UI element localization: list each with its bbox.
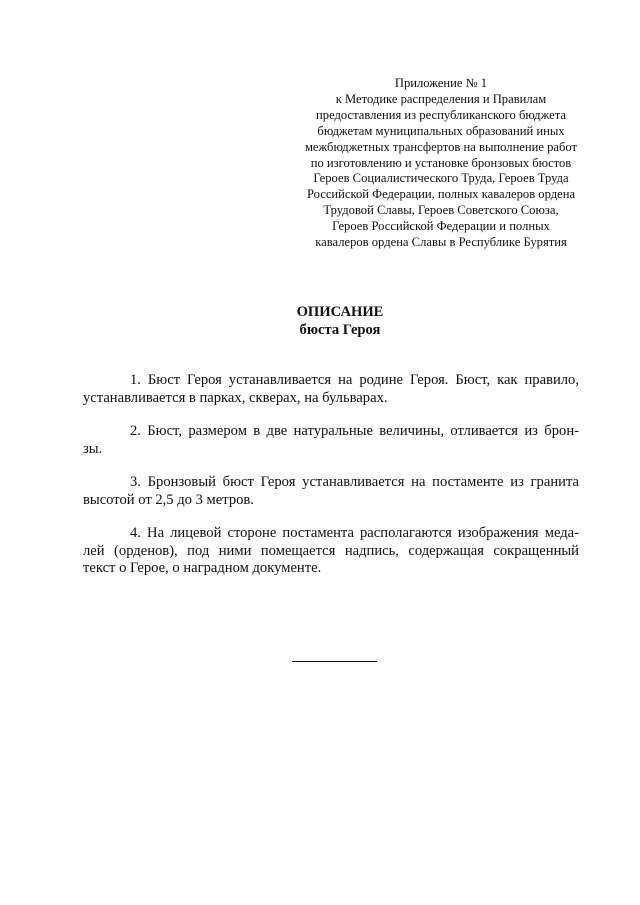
appendix-line: межбюджетных трансфертов на выполнение работ: [304, 139, 578, 154]
paragraph-3: [83, 474, 579, 509]
document-title: [0, 303, 640, 339]
paragraph-line: 4. На лицевой стороне постамента располагаются изображения меда-: [130, 525, 579, 541]
paragraph-line: 1. Бюст Героя устанавливается на родине Героя. Бюст, как правило,: [130, 372, 579, 388]
appendix-line: Героев Социалистического Труда, Героев Труда: [313, 171, 569, 186]
appendix-header: [288, 76, 594, 251]
paragraph-line: устанавливается в парках, скверах, на бульварах.: [83, 389, 388, 406]
paragraph-line: высотой от 2,5 до 3 метров.: [83, 491, 254, 508]
closing-divider: [292, 661, 377, 662]
appendix-line: кавалеров ордена Славы в Республике Бурятия: [315, 235, 567, 250]
paragraph-line: 2. Бюст, размером в две натуральные величины, отливается из брон-: [130, 423, 579, 439]
appendix-line: к Методике распределения и Правилам: [335, 91, 547, 106]
document-body: [83, 372, 579, 594]
appendix-line: предоставления из республиканского бюджета: [316, 107, 566, 122]
appendix-line: Приложение № 1: [394, 76, 488, 90]
paragraph-1: [83, 372, 579, 407]
appendix-line: Трудовой Славы, Героев Советского Союза,: [323, 203, 559, 218]
appendix-line: Героев Российской Федерации и полных: [332, 219, 550, 234]
paragraph-line: зы.: [83, 440, 103, 457]
title-heading: ОПИСАНИЕ: [296, 304, 384, 320]
paragraph-line: 3. Бронзовый бюст Героя устанавливается на постаменте из гранита: [130, 474, 579, 490]
appendix-line: Российской Федерации, полных кавалеров ордена: [306, 187, 576, 202]
paragraph-4: [83, 525, 579, 578]
paragraph-line: текст о Герое, о наградном документе.: [83, 560, 322, 576]
appendix-line: бюджетам муниципальных образований иных: [317, 123, 565, 138]
title-subheading: бюста Героя: [299, 322, 381, 338]
paragraph-2: [83, 423, 579, 458]
appendix-line: по изготовлению и установке бронзовых бюстов: [310, 155, 572, 170]
paragraph-line: лей (орденов), под ними помещается надпись, содержащая сокращенный: [83, 542, 579, 559]
